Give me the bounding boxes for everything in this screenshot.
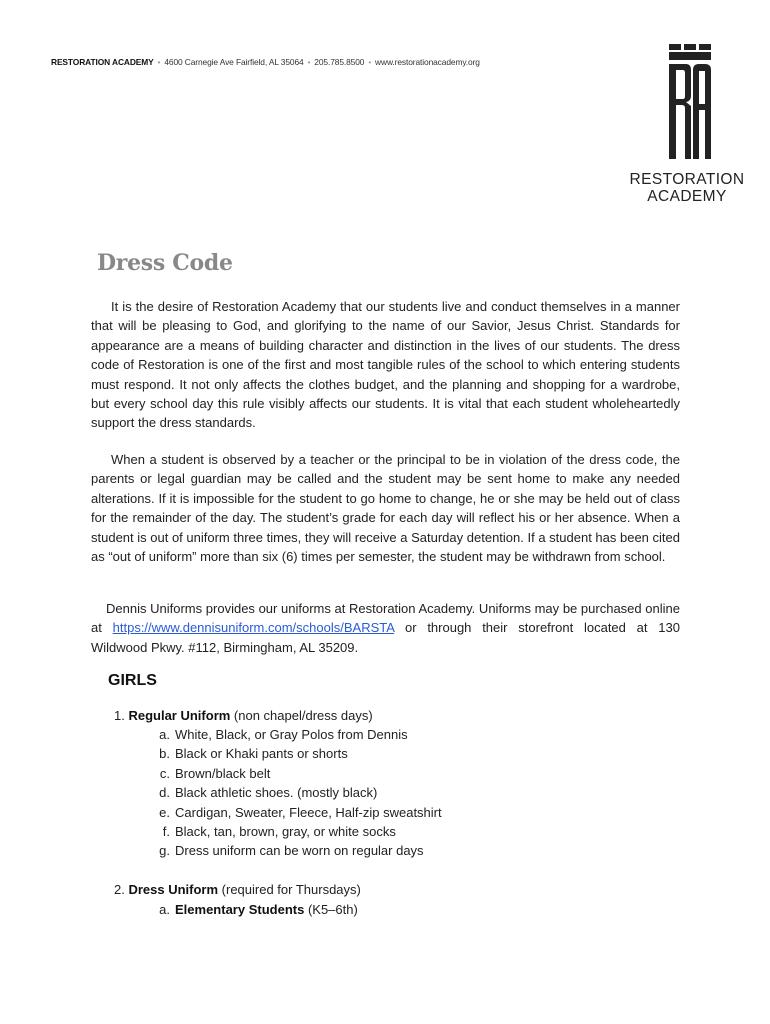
list-item: f. Black, tan, brown, gray, or white socks bbox=[162, 824, 396, 839]
list-item: b. Black or Khaki pants or shorts bbox=[159, 746, 348, 762]
item-note: (non chapel/dress days) bbox=[230, 708, 373, 723]
paragraph-violations: When a student is observed by a teacher or the principal to be in violation of the dress code, the parents or legal guardian may be called and the student may be sent home to make any needed alterations. If it is impossible for the student to go home to change, he or she may be held out of class for the remainder of the day. The student’s grade for each day will reflect his or her absence. When a student is out of uniform three times, they will receive a Saturday detention. If a student has been cited as “out of uniform” more than six (6) times per semester, the student may be withdrawn from school. bbox=[91, 452, 680, 565]
header-separator: • bbox=[368, 58, 372, 67]
list-item bbox=[114, 880, 361, 899]
list-item: a. Elementary Students (K5–6th) bbox=[159, 902, 358, 917]
item-label: Dress Uniform bbox=[128, 882, 219, 897]
paragraph-uniform-vendor bbox=[91, 599, 680, 657]
list-item: a. White, Black, or Gray Polos from Dennis bbox=[159, 727, 408, 742]
list-item: c. Brown/black belt bbox=[159, 765, 271, 781]
vendor-link[interactable]: https://www.dennisuniform.com/schools/BARSTA bbox=[112, 620, 395, 636]
section-heading-girls: GIRLS bbox=[108, 672, 157, 689]
school-logo bbox=[628, 44, 746, 209]
list-item: g. Dress uniform can be worn on regular days bbox=[159, 843, 424, 859]
item-number: 1. bbox=[114, 708, 125, 723]
list-item bbox=[114, 706, 373, 725]
page-title: Dress Code bbox=[97, 250, 233, 276]
header-phone: 205.785.8500 bbox=[314, 57, 365, 67]
vendor-text-after: or through their storefront located at 130 Wildwood Pkwy. #112, Birmingham, AL 35209. bbox=[91, 620, 680, 655]
item-note: (required for Thursdays) bbox=[218, 882, 361, 897]
list-item: e. Cardigan, Sweater, Fleece, Half-zip sweatshirt bbox=[159, 804, 442, 820]
letterhead bbox=[51, 57, 480, 67]
paragraph-intro: It is the desire of Restoration Academy that our students live and conduct themselves in a manner that will be pleasing to God, and glorifying to the name of our Savior, Jesus Christ. Standards for appearance are a means of building character and distinction in the lives of our students. The dress code of Restoration is one of the first and most tangible rules of the school to which entering students must respond. It not only affects the clothes budget, and the planning and shopping for a wardrobe, but every school day this rule visibly affects our students. It is vital that each student wholeheartedly support the dress standards. bbox=[91, 299, 680, 431]
list-item: d. Black athletic shoes. (mostly black) bbox=[159, 785, 378, 801]
logo-line-1: RESTORATION bbox=[629, 171, 745, 188]
header-website[interactable]: www.restorationacademy.org bbox=[375, 57, 480, 67]
header-org: RESTORATION ACADEMY bbox=[51, 57, 154, 67]
vendor-text-before: Dennis Uniforms provides our uniforms at Restoration Academy. Uniforms may be purchased online at bbox=[91, 601, 680, 636]
logo-line-2: ACADEMY bbox=[647, 188, 727, 205]
ra-monogram-icon bbox=[628, 44, 746, 164]
header-separator: • bbox=[157, 58, 161, 67]
item-label: Regular Uniform bbox=[128, 708, 231, 723]
header-separator: • bbox=[307, 58, 311, 67]
header-address: 4600 Carnegie Ave Fairfield, AL 35064 bbox=[164, 57, 304, 67]
item-number: 2. bbox=[114, 882, 125, 897]
